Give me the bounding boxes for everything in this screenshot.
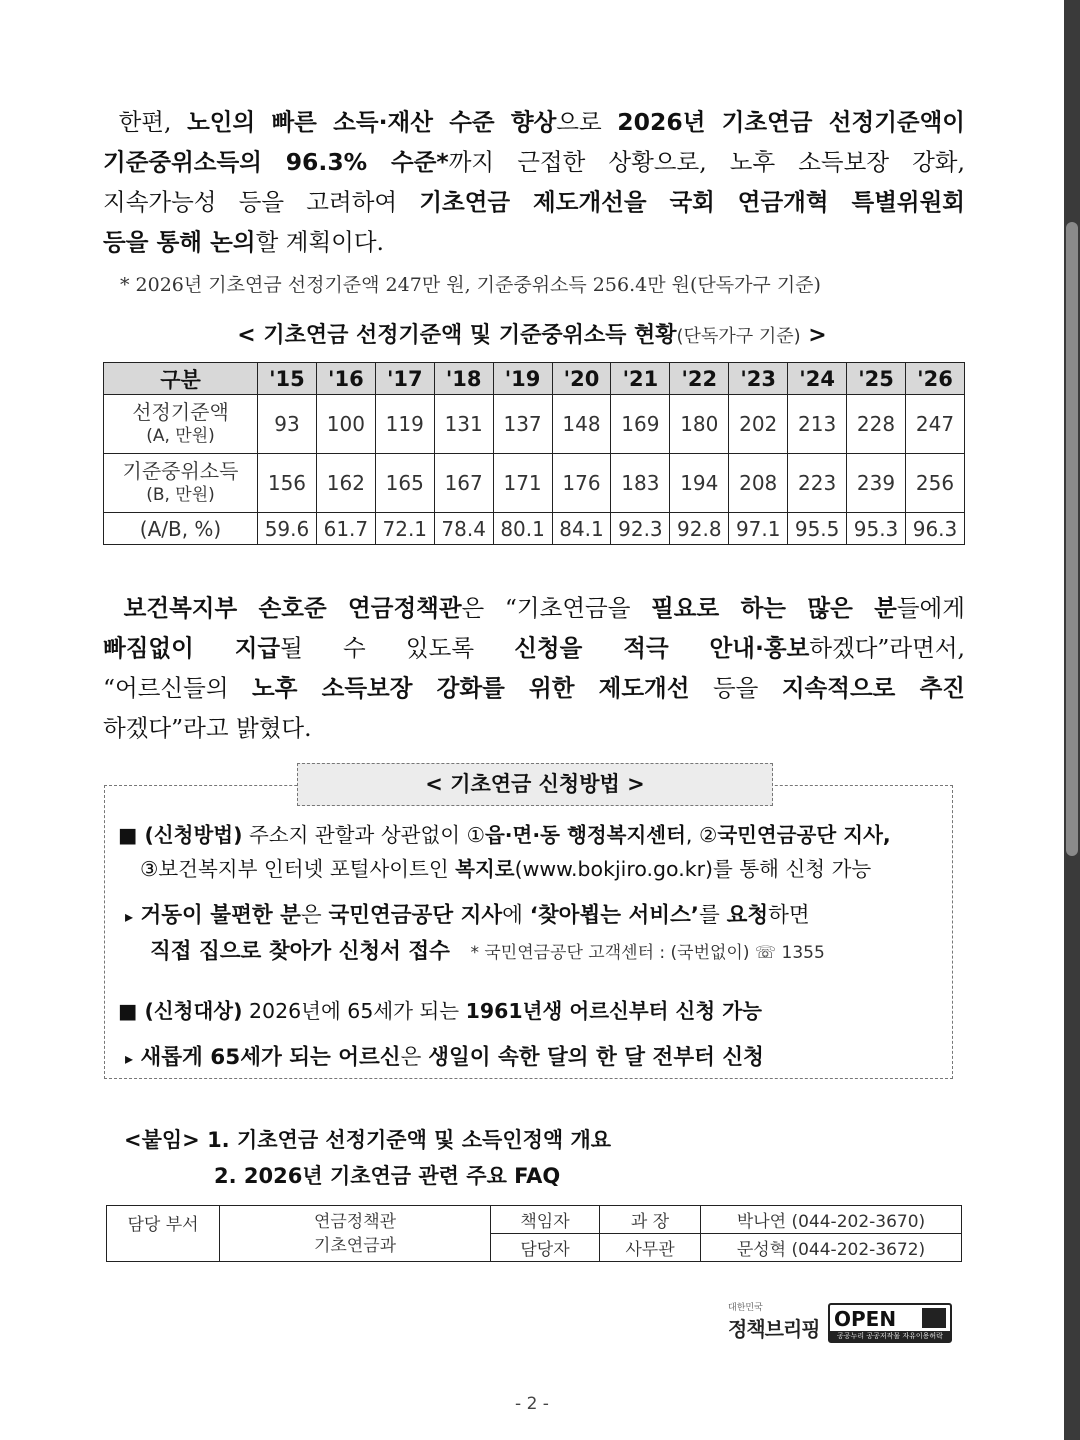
license-icon bbox=[922, 1308, 946, 1328]
table-cell: 247 bbox=[905, 395, 964, 454]
year-header: '21 bbox=[611, 363, 670, 395]
table-header-row bbox=[104, 363, 965, 395]
year-header: '25 bbox=[847, 363, 906, 395]
footnote: * 2026년 기초연금 선정기준액 247만 원, 기준중위소득 256.4만 원(단독가구 기준) bbox=[120, 274, 821, 296]
year-header: '16 bbox=[316, 363, 375, 395]
year-header: '17 bbox=[375, 363, 434, 395]
table-cell: 137 bbox=[493, 395, 552, 454]
box-line: 직접 집으로 찾아가 신청서 접수 * 국민연금공단 고객센터 : (국번없이) ☏ 1355 bbox=[150, 939, 825, 964]
box-line: ■ (신청방법) 주소지 관할과 상관없이 ①읍·면·동 행정복지센터, ②국민연금공단 지사, bbox=[118, 823, 891, 847]
table-cell: 92.3 bbox=[611, 513, 670, 545]
table-cell: 80.1 bbox=[493, 513, 552, 545]
dept-names: 연금정책관 기초연금과 bbox=[220, 1206, 491, 1262]
paragraph-line: 한편, 노인의 빠른 소득·재산 수준 향상으로 2026년 기초연금 선정기준액이 bbox=[118, 108, 966, 136]
table-cell: 96.3 bbox=[905, 513, 964, 545]
table-row bbox=[104, 395, 965, 454]
paragraph-2 bbox=[103, 588, 965, 748]
table-cell: 213 bbox=[788, 395, 847, 454]
table-cell: 169 bbox=[611, 395, 670, 454]
table-row bbox=[104, 454, 965, 513]
table-cell: 183 bbox=[611, 454, 670, 513]
table-cell: 171 bbox=[493, 454, 552, 513]
row-label: 선정기준액 (A, 만원) bbox=[104, 395, 258, 454]
year-header: '22 bbox=[670, 363, 729, 395]
table-cell: 165 bbox=[375, 454, 434, 513]
year-header: '23 bbox=[729, 363, 788, 395]
table-cell: 167 bbox=[434, 454, 493, 513]
page-number: - 2 - bbox=[515, 1394, 549, 1414]
box-title: < 기초연금 신청방법 > bbox=[297, 763, 773, 806]
paragraph-1 bbox=[103, 102, 965, 262]
box-line: ③보건복지부 인터넷 포털사이트인 복지로(www.bokjiro.go.kr)를 통해 신청 가능 bbox=[140, 857, 872, 881]
table-cell: 97.1 bbox=[729, 513, 788, 545]
table-cell: 202 bbox=[729, 395, 788, 454]
table-cell: 78.4 bbox=[434, 513, 493, 545]
dept-label: 담당 부서 bbox=[107, 1206, 220, 1262]
paragraph-line: “어르신들의 노후 소득보장 강화를 위한 제도개선 등을 지속적으로 추진 bbox=[103, 674, 965, 702]
person-cell: 문성혁 (044-202-3672) bbox=[701, 1234, 962, 1262]
paragraph-line: 보건복지부 손호준 연금정책관은 “기초연금을 필요로 하는 많은 분들에게 bbox=[123, 594, 965, 622]
paragraph-line: 기준중위소득의 96.3% 수준*까지 근접한 상황으로, 노후 소득보장 강화, bbox=[103, 148, 965, 176]
table-cell: 148 bbox=[552, 395, 611, 454]
table-cell: 92.8 bbox=[670, 513, 729, 545]
paragraph-line: 등을 통해 논의할 계획이다. bbox=[103, 228, 385, 256]
role-cell: 책임자 bbox=[491, 1206, 600, 1234]
table-cell: 93 bbox=[258, 395, 317, 454]
table-cell: 180 bbox=[670, 395, 729, 454]
attachment-line-2: 2. 2026년 기초연금 관련 주요 FAQ bbox=[214, 1164, 561, 1188]
contact-row bbox=[107, 1206, 962, 1234]
pension-table bbox=[103, 362, 965, 545]
year-header: '24 bbox=[788, 363, 847, 395]
table-cell: 162 bbox=[316, 454, 375, 513]
year-header: '18 bbox=[434, 363, 493, 395]
paragraph-line: 빠짐없이 지급될 수 있도록 신청을 적극 안내·홍보하겠다”라면서, bbox=[103, 634, 965, 662]
header-label: 구분 bbox=[104, 363, 258, 395]
table-cell: 208 bbox=[729, 454, 788, 513]
title-cell: 사무관 bbox=[600, 1234, 701, 1262]
paragraph-line: 하겠다”라고 밝혔다. bbox=[103, 714, 312, 742]
table-cell: 72.1 bbox=[375, 513, 434, 545]
table-cell: 256 bbox=[905, 454, 964, 513]
table-cell: 95.3 bbox=[847, 513, 906, 545]
person-cell: 박나연 (044-202-3670) bbox=[701, 1206, 962, 1234]
table-cell: 61.7 bbox=[316, 513, 375, 545]
scrollbar[interactable] bbox=[1064, 0, 1080, 1440]
table-cell: 176 bbox=[552, 454, 611, 513]
policy-briefing-logo: 대한민국 정책브리핑 bbox=[728, 1303, 820, 1341]
row-label: (A/B, %) bbox=[104, 513, 258, 545]
table-cell: 194 bbox=[670, 454, 729, 513]
year-header: '26 bbox=[905, 363, 964, 395]
row-label: 기준중위소득 (B, 만원) bbox=[104, 454, 258, 513]
table-cell: 131 bbox=[434, 395, 493, 454]
table-cell: 156 bbox=[258, 454, 317, 513]
scrollbar-thumb[interactable] bbox=[1066, 222, 1078, 856]
box-line: ▸ 거동이 불편한 분은 국민연금공단 지사에 ‘찾아뵙는 서비스’를 요청하면 bbox=[125, 903, 810, 928]
table-cell: 95.5 bbox=[788, 513, 847, 545]
paragraph-line: 지속가능성 등을 고려하여 기초연금 제도개선을 국회 연금개혁 특별위원회 bbox=[103, 188, 966, 216]
year-header: '19 bbox=[493, 363, 552, 395]
table-cell: 59.6 bbox=[258, 513, 317, 545]
application-method-box bbox=[104, 785, 953, 1079]
title-cell: 과 장 bbox=[600, 1206, 701, 1234]
contact-table bbox=[106, 1205, 962, 1262]
table-cell: 223 bbox=[788, 454, 847, 513]
role-cell: 담당자 bbox=[491, 1234, 600, 1262]
table-cell: 100 bbox=[316, 395, 375, 454]
year-header: '20 bbox=[552, 363, 611, 395]
table-cell: 239 bbox=[847, 454, 906, 513]
attachment-line-1: <붙임> 1. 기초연금 선정기준액 및 소득인정액 개요 bbox=[124, 1128, 612, 1152]
table-row bbox=[104, 513, 965, 545]
box-line: ■ (신청대상) 2026년에 65세가 되는 1961년생 어르신부터 신청 가능 bbox=[118, 999, 762, 1023]
table-cell: 84.1 bbox=[552, 513, 611, 545]
box-line: ▸ 새롭게 65세가 되는 어르신은 생일이 속한 달의 한 달 전부터 신청 bbox=[125, 1045, 764, 1070]
table-cell: 228 bbox=[847, 395, 906, 454]
year-header: '15 bbox=[258, 363, 317, 395]
open-license-logo: OPEN 공공누리 공공저작물 자유이용허락 bbox=[828, 1303, 952, 1343]
table-title: < 기초연금 선정기준액 및 기준중위소득 현황(단독가구 기준) > bbox=[237, 323, 827, 348]
table-cell: 119 bbox=[375, 395, 434, 454]
